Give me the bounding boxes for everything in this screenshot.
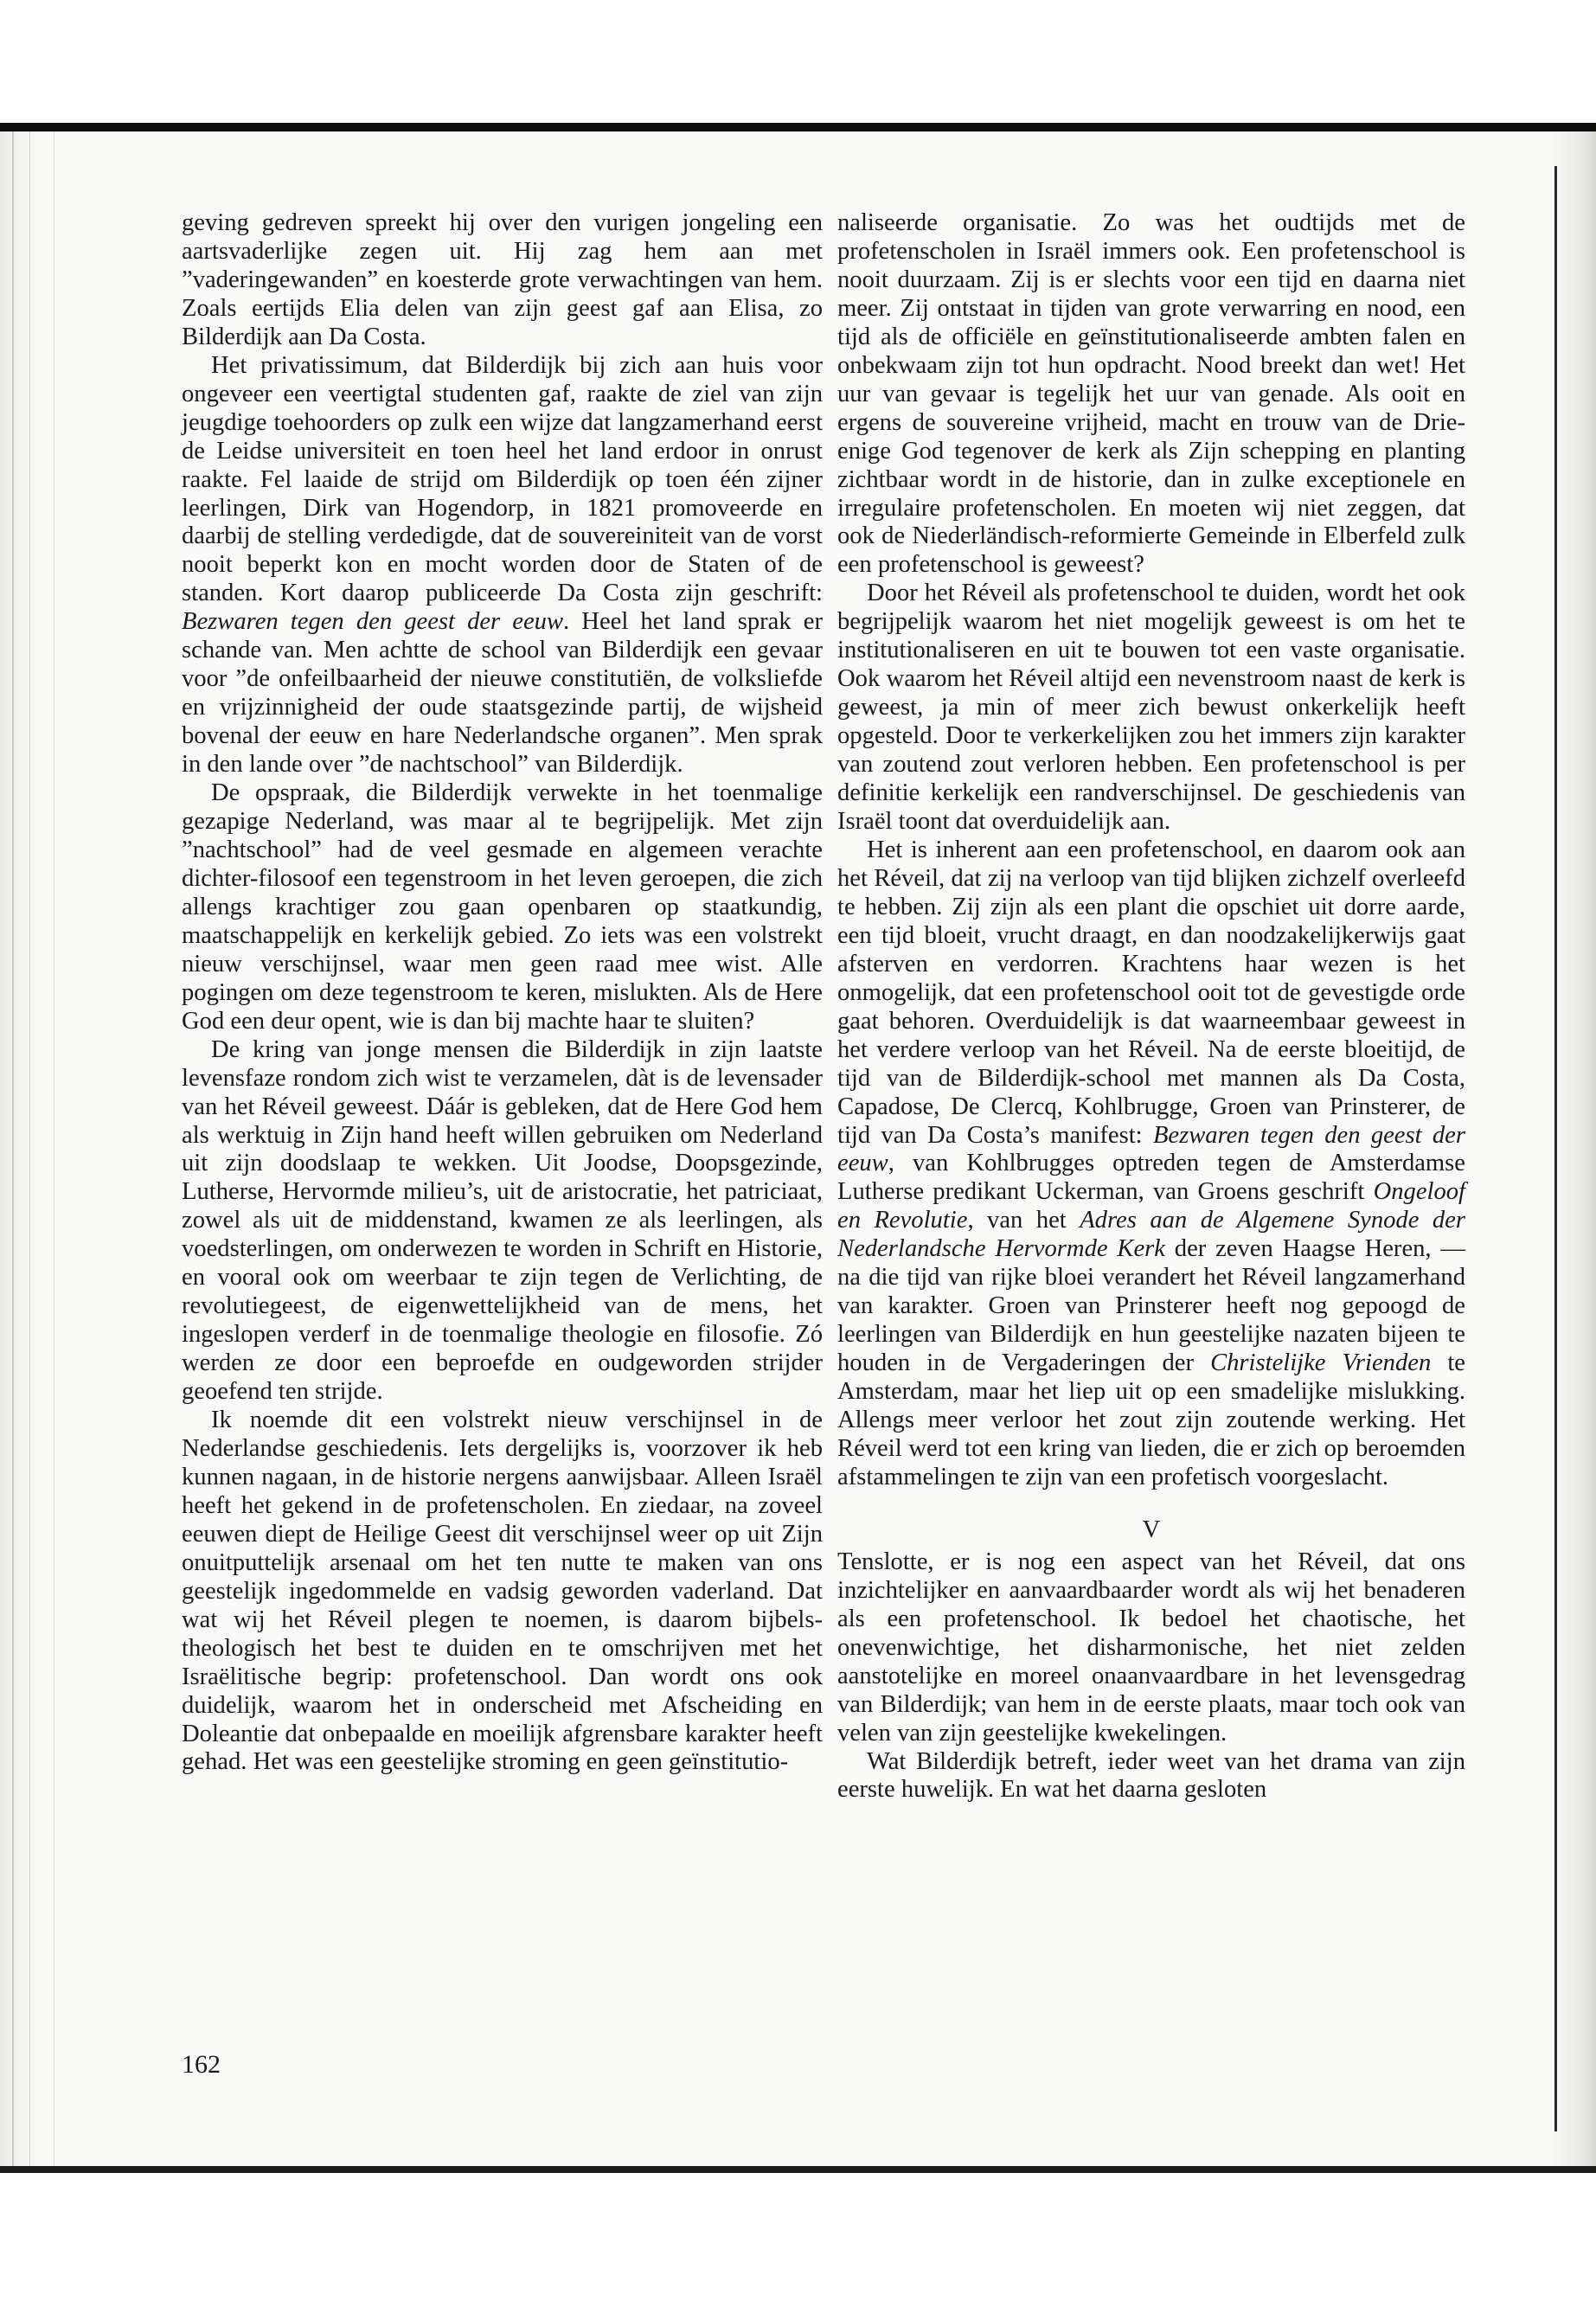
paragraph: Tenslotte, er is nog een aspect van het Réveil, dat ons inzichtelijker en aanvaardbaarder wordt als wij het benaderen als een profetenschool. Ik bedoel het chaotische, het onevenwichtige, het disharmonische, het niet zelden aanstotelijke en moreel onaanvaardbare in het levensgedrag van Bilderdijk; van hem in de eerste plaats, maar toch ook van velen van zijn geestelijke kwekelingen. bbox=[837, 1548, 1465, 1747]
paragraph: Door het Réveil als profetenschool te duiden, wordt het ook begrijpelijk waarom het niet mogelijk geweest is om het te institutionaliseren en uit te bouwen tot een vaste organisatie. Ook waarom het Réveil altijd een nevenstroom naast de kerk is geweest, ja min of meer zich bewust onkerkelijk heeft opgesteld. Door te verkerkelijken zou het immers zijn karakter van zoutend zout verloren hebben. Een profetenschool is per definitie kerkelijk een randverschijnsel. De geschiedenis van Israël toont dat overduidelijk aan. bbox=[837, 580, 1465, 836]
book-title: Bezwaren tegen den geest der eeuw bbox=[182, 608, 564, 636]
book-title: Ongeloof en Revolutie bbox=[837, 1178, 1465, 1234]
paragraph: Ik noemde dit een volstrekt nieuw verschijnsel in de Nederlandse geschiedenis. Iets dergelijks is, voorzover ik heb kunnen nagaan, in de historie nergens aanwijsbaar. Alleen Israël heeft het gekend in de profetenscholen. En ziedaar, na zoveel eeuwen diept de Heilige Geest dit verschijnsel weer op uit Zijn onuitputtelijk arsenaal om het ten nutte te maken van ons geestelijk ingedommelde en vadsig geworden vaderland. Dat wat wij het Réveil plegen te noemen, is daarom bijbels-theologisch het best te duiden en te omschrijven met het Israëlitische begrip: profetenschool. Dan wordt ons ook duidelijk, waarom het in onderscheid met Afscheiding en Doleantie dat onbepaalde en moeilijk afgrensbare karakter heeft gehad. Het was een geestelijke stroming en geen geïnstitutio- bbox=[182, 1407, 823, 1776]
document-title: Adres aan de Algemene Synode der Nederlandsche Hervormde Kerk bbox=[837, 1207, 1465, 1263]
paragraph: geving gedreven spreekt hij over den vurigen jongeling een aartsvaderlijke zegen uit. Hij zag hem aan met ”vaderingewanden” en koesterde grote verwachtingen van hem. Zoals eertijds Elia delen van zijn geest gaf aan Elisa, zo Bilderdijk aan Da Costa. bbox=[182, 209, 823, 350]
scan-left-margin bbox=[0, 131, 54, 2166]
paragraph: De kring van jonge mensen die Bilderdijk in zijn laatste levensfaze rondom zich wist te verzamelen, dàt is de levensader van het Réveil geweest. Dáár is gebleken, dat de Here God hem als werktuig in Zijn hand heeft willen gebruiken om Nederland uit zijn doodslaap te wekken. Uit Joodse, Doopsgezinde, Lutherse, Hervormde milieu’s, uit de aristocratie, het patriciaat, zowel als uit de middenstand, kwamen ze als leerlingen, als voedsterlingen, om onderwezen te worden in Schrift en Historie, en vooral ook om weerbaar te zijn tegen de Verlichting, de revolutiegeest, de eigenwettelijkheid van de mens, het ingeslopen verderf in de toenmalige theologie en filosofie. Zó werden ze door een beproefde en oudgeworden strijder geoefend ten strijde. bbox=[182, 1035, 823, 1406]
paragraph bbox=[182, 352, 823, 779]
book-title: Bezwaren tegen den geest der eeuw bbox=[837, 1121, 1466, 1177]
left-column bbox=[182, 209, 823, 1777]
right-column bbox=[837, 209, 1465, 1804]
paragraph-text: , van het bbox=[967, 1207, 1080, 1234]
paragraph-text: der zeven Haagse Heren, — na die tijd van rijke bloei verandert het Réveil langzamerhand van karakter. Groen van Prinsterer heeft nog gepoogd de leerlingen van Bilderdijk en hun geestelijke nazaten bijeen te houden in de Vergaderingen der bbox=[837, 1235, 1465, 1377]
group-name: Christelijke Vrienden bbox=[1210, 1349, 1432, 1377]
scan-right-margin bbox=[1548, 131, 1596, 2166]
paragraph-text: te Amsterdam, maar het liep uit op een smadelijke mislukking. Allengs meer verloor het zout zijn zoutende werking. Het Réveil werd tot een kring van lieden, die er zich op beroemden afstammelingen te zijn van een profetisch voorgeslacht. bbox=[837, 1349, 1465, 1490]
page-number: 162 bbox=[182, 2050, 221, 2079]
paragraph-text: Het privatissimum, dat Bilderdijk bij zich aan huis voor ongeveer een veertigtal studenten gaf, raakte de ziel van zijn jeugdige toehoorders op zulk een wijze dat langzamerhand eerst de Leidse universiteit en toen heel het land erdoor in onrust raakte. Fel laaide de strijd om Bilderdijk op toen één zijner leerlingen, Dirk van Hogendorp, in 1821 promoveerde en daarbij de stelling verdedigde, dat de souvereiniteit van de vorst nooit beperkt kon en mocht worden door de Staten of de standen. Kort daarop publiceerde Da Costa zijn geschrift: bbox=[182, 351, 823, 607]
section-heading: V bbox=[1142, 1516, 1161, 1543]
paragraph bbox=[837, 836, 1465, 1492]
paragraph: De opspraak, die Bilderdijk verwekte in het toenmalige gezapige Nederland, was maar al te begrijpelijk. Met zijn ”nachtschool” had de veel gesmade en algemeen verachte dichter-filosoof een tegenstroom in het leven geroepen, die zich allengs krachtiger zou gaan openbaren op staatkundig, maatschappelijk en kerkelijk gebied. Zo iets was een volstrekt nieuw verschijnsel, waar men geen raad mee wist. Alle pogingen om deze tegenstroom te keren, mislukten. Als de Here God een deur opent, wie is dan bij machte haar te sluiten? bbox=[182, 779, 823, 1035]
paragraph: naliseerde organisatie. Zo was het oudtijds met de profetenscholen in Israël immers ook. Een profetenschool is nooit duurzaam. Zij is er slechts voor een tijd en daarna niet meer. Zij ontstaat in tijden van grote verwarring en nood, een tijd als de officiële en geïnstitutionaliseerde ambten falen en onbekwaam zijn tot hun opdracht. Nood breekt dan wet! Het uur van gevaar is tegelijk het uur van genade. Als ooit en ergens de souvereine vrijheid, macht en trouw van de Drie-enige God tegenover de kerk als Zijn schepping en planting zichtbaar wordt in de historie, dan in zulke exceptionele en irregulaire profetenscholen. En moeten wij niet zeggen, dat ook de Niederländisch-reformierte Gemeinde in Elberfeld zulk een profetenschool is geweest? bbox=[837, 209, 1465, 579]
paragraph-text: . Heel het land sprak er schande van. Men achtte de school van Bilderdijk een gevaar voor ”de onfeilbaarheid der nieuwe constitutiën, de volksliefde en vrijzinnigheid der oude staatsgezinde partij, de wijsheid bovenal der eeuw en hare Nederlandsche organen”. Men sprak in den lande over ”de nachtschool” van Bilderdijk. bbox=[182, 608, 823, 779]
paragraph-text: Het is inherent aan een profetenschool, en daarom ook aan het Réveil, dat zij na verloop van tijd blijken zichzelf overleefd te hebben. Zij zijn als een plant die opschiet uit dorre aarde, een tijd bloeit, vrucht draagt, en dan noodzakelijkerwijs gaat afsterven en verdorren. Krachtens haar wezen is het onmogelijk, dat een profetenschool ooit tot de gevestigde orde gaat behoren. Overduidelijk is dat waarneembaar geweest in het verdere verloop van het Réveil. Na de eerste bloeitijd, de tijd van de Bilderdijk-school met mannen als Da Costa, Capadose, De Clercq, Kohlbrugge, Groen van Prinsterer, de tijd van Da Costa’s manifest: bbox=[837, 836, 1465, 1149]
paragraph-text: , van Kohlbrugges optreden tegen de Amsterdamse Lutherse predikant Uckerman, van Groens geschrift bbox=[837, 1150, 1465, 1206]
paragraph: Wat Bilderdijk betreft, ieder weet van het drama van zijn eerste huwelijk. En wat het daarna gesloten bbox=[837, 1747, 1465, 1804]
